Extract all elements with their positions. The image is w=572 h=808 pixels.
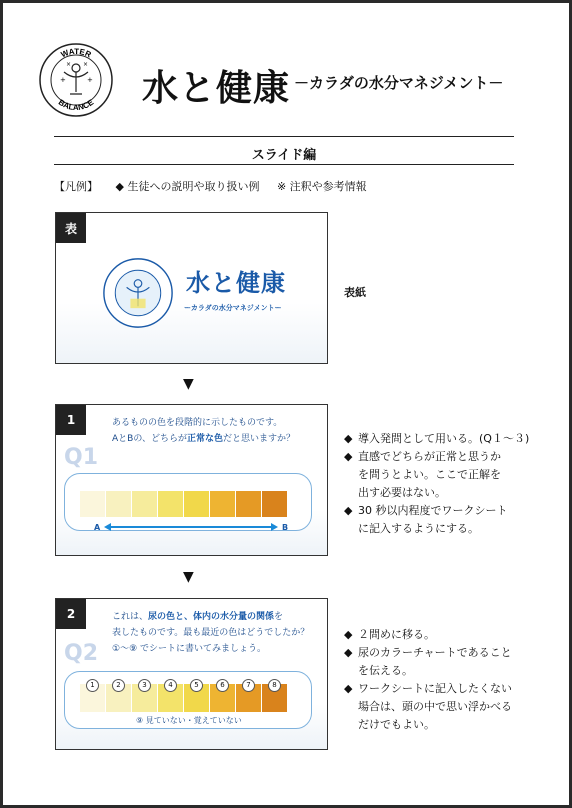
question-line: AとBの、どちらが正常な色だと思いますか？ [112,434,296,444]
swatch: 4 [158,684,184,712]
swatch [132,491,158,517]
cover-subtitle: ーカラダの水分マネジメントー [184,304,282,312]
notes-q2 [344,626,544,734]
note-item: ◆ 直感でどちらが正常と思うかを問うとよい。ここで正解を出す必要はない。 [344,450,501,499]
question-text [112,609,309,657]
urine-color-swatches [80,681,288,712]
swatch: 3 [132,684,158,712]
cover-logo [102,257,174,329]
svg-text:+: + [87,76,93,84]
chart-footnote: ⑨ 見ていない・覚えていない [136,716,242,725]
legend-item-explanation: ◆ 生徒への説明や取り扱い例 [115,180,260,193]
water-balance-logo [38,42,114,118]
swatch [158,491,184,517]
slide-q2 [55,598,328,750]
logo-text-bottom: BALANCE [56,97,96,113]
question-number: Q2 [64,641,99,666]
svg-text:×: × [83,61,89,68]
swatch [210,491,236,517]
swatch [80,491,106,517]
slide-tag: 1 [56,405,86,435]
logo-text-top: WATER [59,46,93,60]
slide-tag: 表 [56,213,86,243]
note-item: ◆ ワークシートに記入したくない場合は、頭の中で思い浮かべるだけでもよい。 [344,682,512,731]
legend-label: 【凡例】 [54,180,98,193]
swatch: 5 [184,684,210,712]
slide-tag: 2 [56,599,86,629]
page-subtitle: －カラダの水分マネジメント－ [294,74,504,92]
divider-bottom [54,164,514,165]
legend [54,178,381,194]
section-title: スライド編 [251,148,317,163]
question-line: 表したものです。最も最近の色はどうでしたか？ [112,628,310,638]
swatch [106,491,132,517]
double-arrow-icon [104,522,278,532]
svg-text:+: + [60,76,66,84]
swatch: 1 [80,684,106,712]
question-line: これは、尿の色と、体内の水分量の関係を [112,612,284,622]
cover-title: 水と健康 [186,269,286,297]
slide-cover [55,212,328,364]
note-item: ◆ 30 秒以内程度でワークシートに記入するようにする。 [344,504,508,535]
svg-text:×: × [66,61,72,68]
swatch: 7 [236,684,262,712]
note-item: ◆ 尿のカラーチャートであることを伝える。 [344,646,512,677]
arrow-down-icon: ▼ [183,376,194,392]
note-item: ◆ 導入発問として用いる。(Q１～３) [344,432,530,445]
slide-q1 [55,404,328,556]
notes-q1 [344,430,544,538]
page-title: 水と健康 [142,68,291,109]
label-a: A [94,523,101,532]
swatch [236,491,262,517]
legend-item-note: ※ 注釈や参考情報 [276,180,367,193]
swatch [184,491,210,517]
label-b: B [282,523,289,532]
question-number: Q1 [64,445,99,470]
swatch: 6 [210,684,236,712]
divider-top [54,136,514,137]
swatch: 2 [106,684,132,712]
urine-color-swatches [80,491,288,517]
swatch: 8 [262,684,288,712]
question-text [112,415,295,447]
arrow-down-icon: ▼ [183,569,194,585]
question-line: ①～⑨ でシートに書いてみましょう。 [112,644,266,654]
note-item: 表紙 [344,286,366,299]
notes-cover [344,284,544,302]
note-item: ◆ ２問めに移る。 [344,628,435,641]
question-line: あるものの色を段階的に示したものです。 [112,418,283,428]
swatch [262,491,288,517]
